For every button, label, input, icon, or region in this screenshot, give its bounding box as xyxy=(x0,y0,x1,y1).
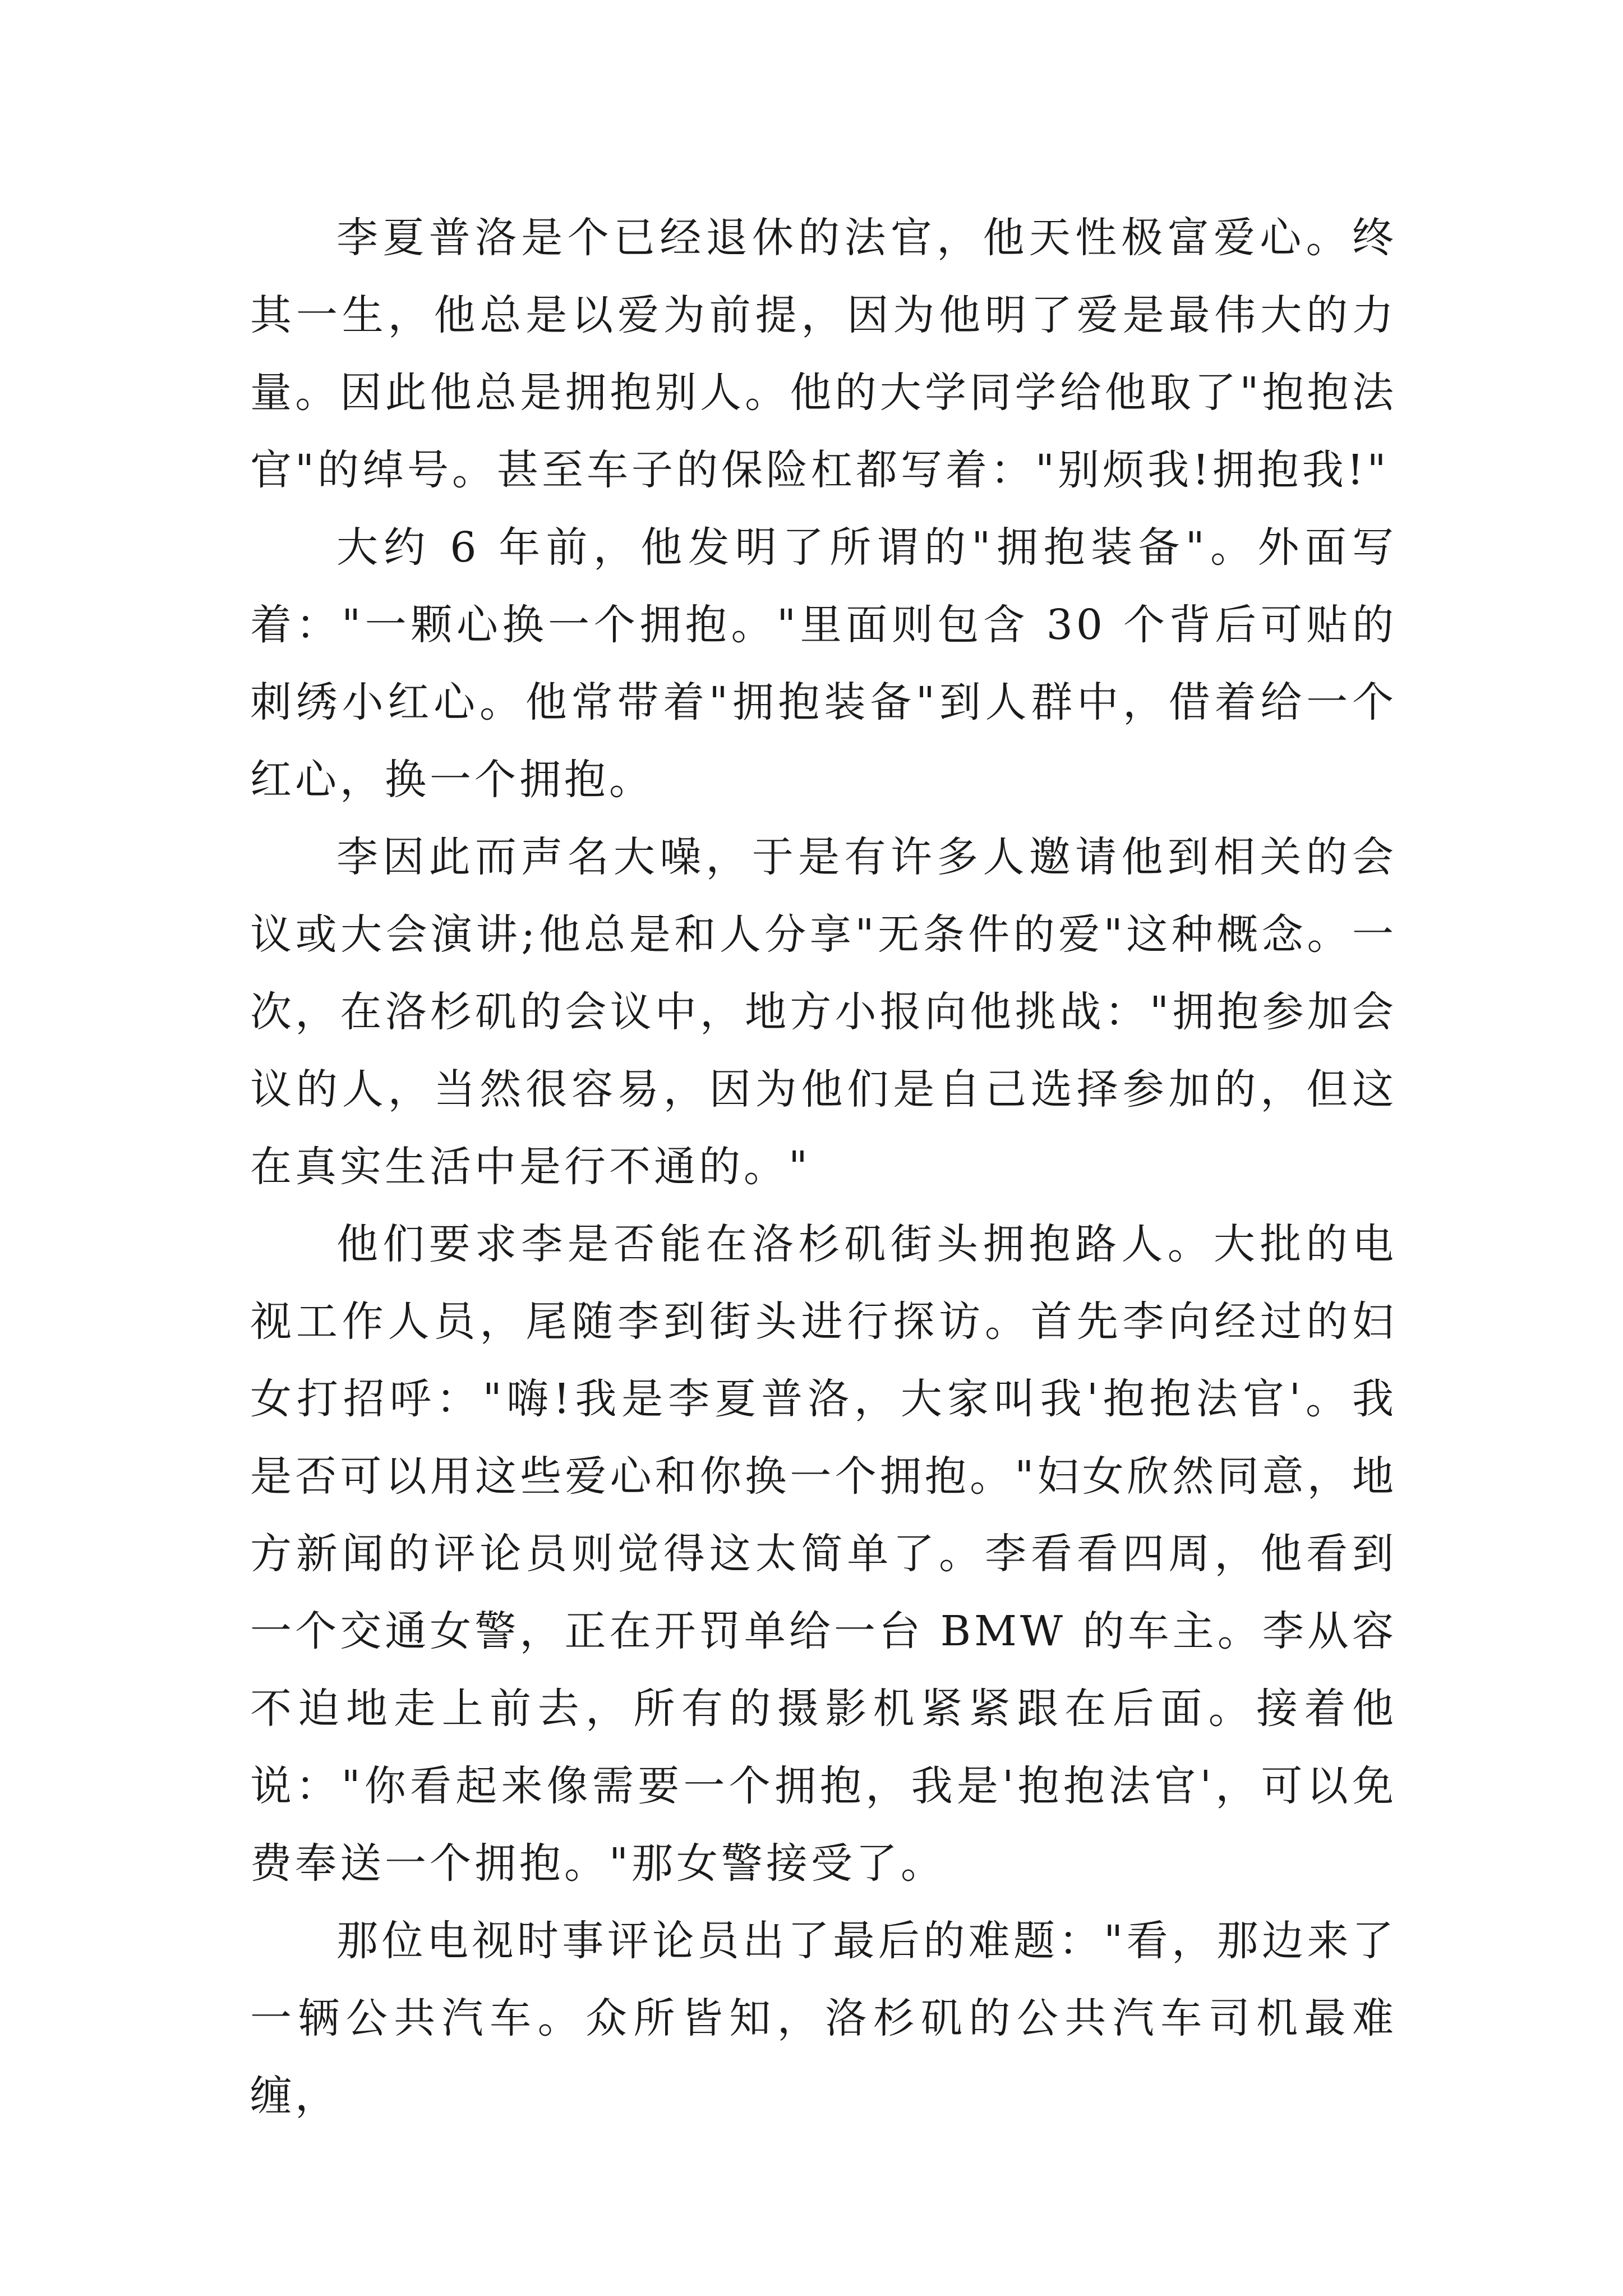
paragraph-1: 李夏普洛是个已经退休的法官，他天性极富爱心。终其一生，他总是以爱为前提，因为他明了爱是最伟大的力量。因此他总是拥抱别人。他的大学同学给他取了"抱抱法官"的绰号。甚至车子的保险杠都写着："别烦我!拥抱我!" xyxy=(250,214,1397,494)
paragraph-5: 那位电视时事评论员出了最后的难题："看，那边来了一辆公共汽车。众所皆知，洛杉矶的公共汽车司机最难缠， xyxy=(250,1917,1397,2120)
paragraph-3: 李因此而声名大噪，于是有许多人邀请他到相关的会议或大会演讲;他总是和人分享"无条件的爱"这种概念。一次，在洛杉矶的会议中，地方小报向他挑战："拥抱参加会议的人，当然很容易，因为他们是自己选择参加的，但这在真实生活中是行不通的。" xyxy=(250,833,1397,1191)
paragraph-4: 他们要求李是否能在洛杉矶街头拥抱路人。大批的电视工作人员，尾随李到街头进行探访。首先李向经过的妇女打招呼："嗨!我是李夏普洛，大家叫我'抱抱法官'。我是否可以用这些爱心和你换一个拥抱。"妇女欣然同意，地方新闻的评论员则觉得这太简单了。李看看四周，他看到一个交通女警，正在开罚单给一台 BMW 的车主。李从容不迫地走上前去，所有的摄影机紧紧跟在后面。接着他说："你看起来像需要一个拥抱，我是'抱抱法官'，可以免费奉送一个拥抱。"那女警接受了。 xyxy=(250,1220,1397,1888)
paragraph-2: 大约 6 年前，他发明了所谓的"拥抱装备"。外面写着："一颗心换一个拥抱。"里面则包含 30 个背后可贴的刺绣小红心。他常带着"拥抱装备"到人群中，借着给一个红心，换一个拥抱。 xyxy=(250,523,1397,804)
document-body xyxy=(250,199,1397,2134)
